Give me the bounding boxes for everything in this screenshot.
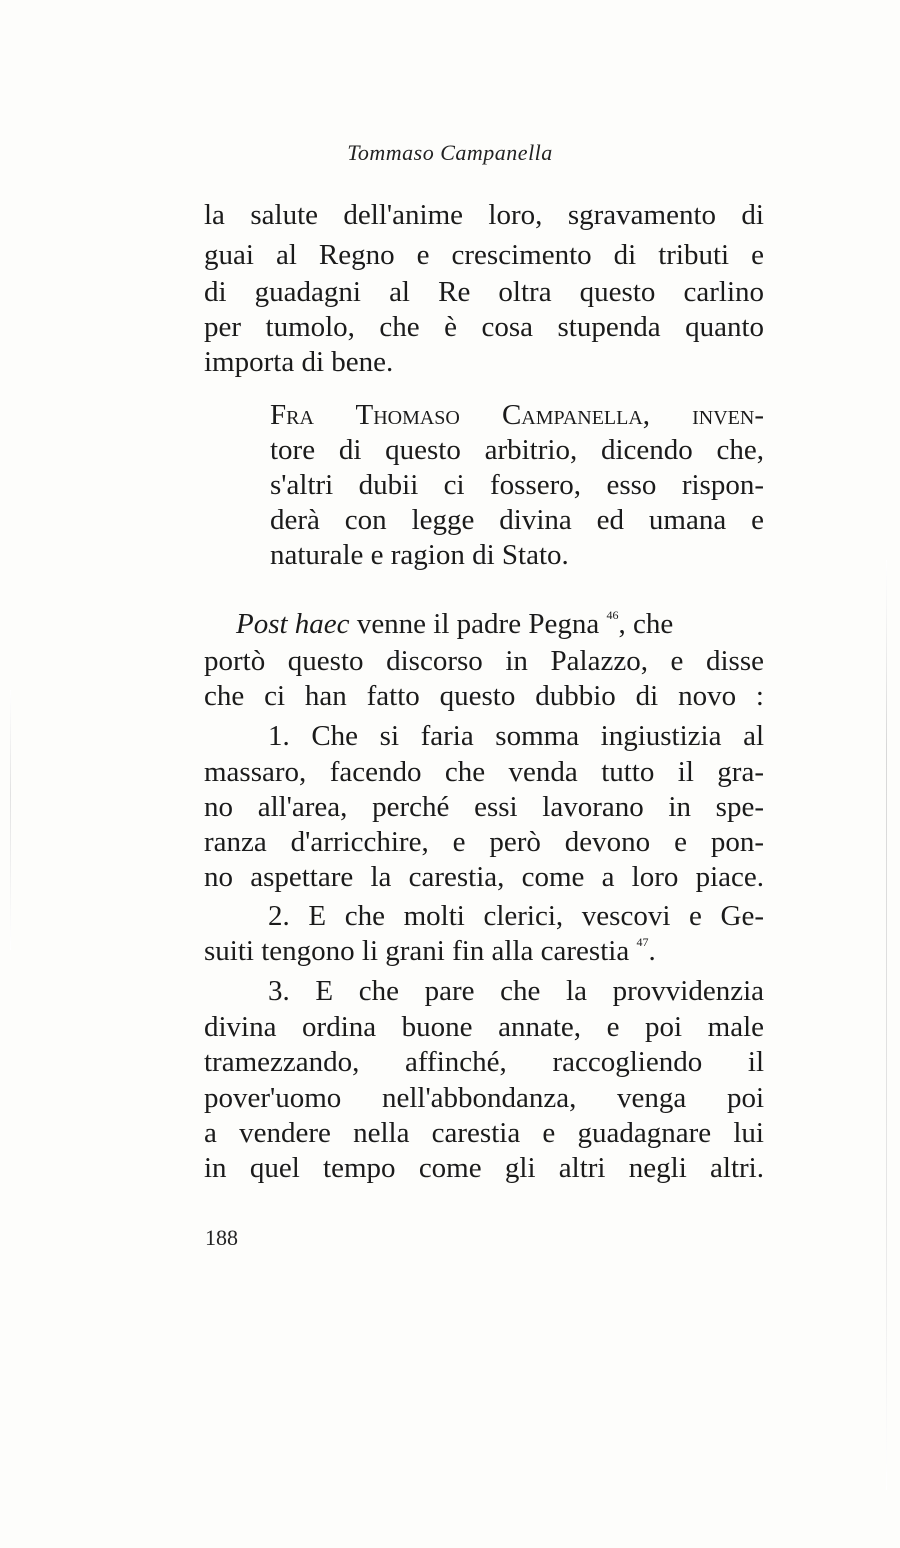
text-line: divina ordina buone annate, e poi male (204, 1011, 764, 1043)
text-line: massaro, facendo che venda tutto il gra- (204, 756, 764, 788)
signature-line: Fra Thomaso Campanella, inven- (270, 399, 764, 431)
scan-edge-shadow (10, 690, 11, 950)
text-line: portò questo discorso in Palazzo, e disse (204, 645, 764, 677)
text-line: in quel tempo come gli altri negli altri. (204, 1152, 764, 1184)
latin-phrase: Post haec (236, 608, 350, 640)
footnote-ref: 46 (606, 608, 619, 622)
text-line: tore di questo arbitrio, dicendo che, (270, 434, 764, 466)
text-line (204, 934, 764, 969)
text-span: , che (618, 608, 674, 640)
scan-edge-shadow (886, 560, 887, 1490)
text-line: che ci han fatto questo dubbio di novo : (204, 680, 764, 712)
text-line (236, 607, 764, 642)
text-line: derà con legge divina ed umana e (270, 504, 764, 536)
text-line: s'altri dubii ci fossero, esso rispon- (270, 469, 764, 501)
running-head: Tommaso Campanella (347, 140, 553, 165)
text-line: pover'uomo nell'abbondanza, venga poi (204, 1082, 764, 1114)
text-line: naturale e ragion di Stato. (270, 539, 569, 571)
page-number: 188 (205, 1225, 238, 1250)
text-line: tramezzando, affinché, raccogliendo il (204, 1046, 764, 1078)
text-line: di guadagni al Re oltra questo carlino (204, 276, 764, 308)
text-line: importa di bene. (204, 346, 394, 378)
text-span: . (648, 935, 656, 967)
text-line: a vendere nella carestia e guadagnare lui (204, 1117, 764, 1149)
text-line: per tumolo, che è cosa stupenda quanto (204, 311, 764, 343)
footnote-ref: 47 (636, 935, 649, 949)
text-line: 1. Che si faria somma ingiustizia al (268, 720, 764, 752)
text-line: guai al Regno e crescimento di tributi e (204, 239, 764, 271)
text-line: no aspettare la carestia, come a loro piace. (204, 861, 764, 893)
text-line: ranza d'arricchire, e però devono e pon- (204, 826, 764, 858)
text-span: suiti tengono li grani fin alla carestia (204, 935, 637, 967)
text-span: venne il padre Pegna (349, 608, 607, 640)
text-line: 3. E che pare che la provvidenzia (268, 975, 764, 1007)
text-line: no all'area, perché essi lavorano in spe- (204, 791, 764, 823)
text-line: la salute dell'anime loro, sgravamento di (204, 199, 764, 231)
text-line: 2. E che molti clerici, vescovi e Ge- (268, 900, 764, 932)
